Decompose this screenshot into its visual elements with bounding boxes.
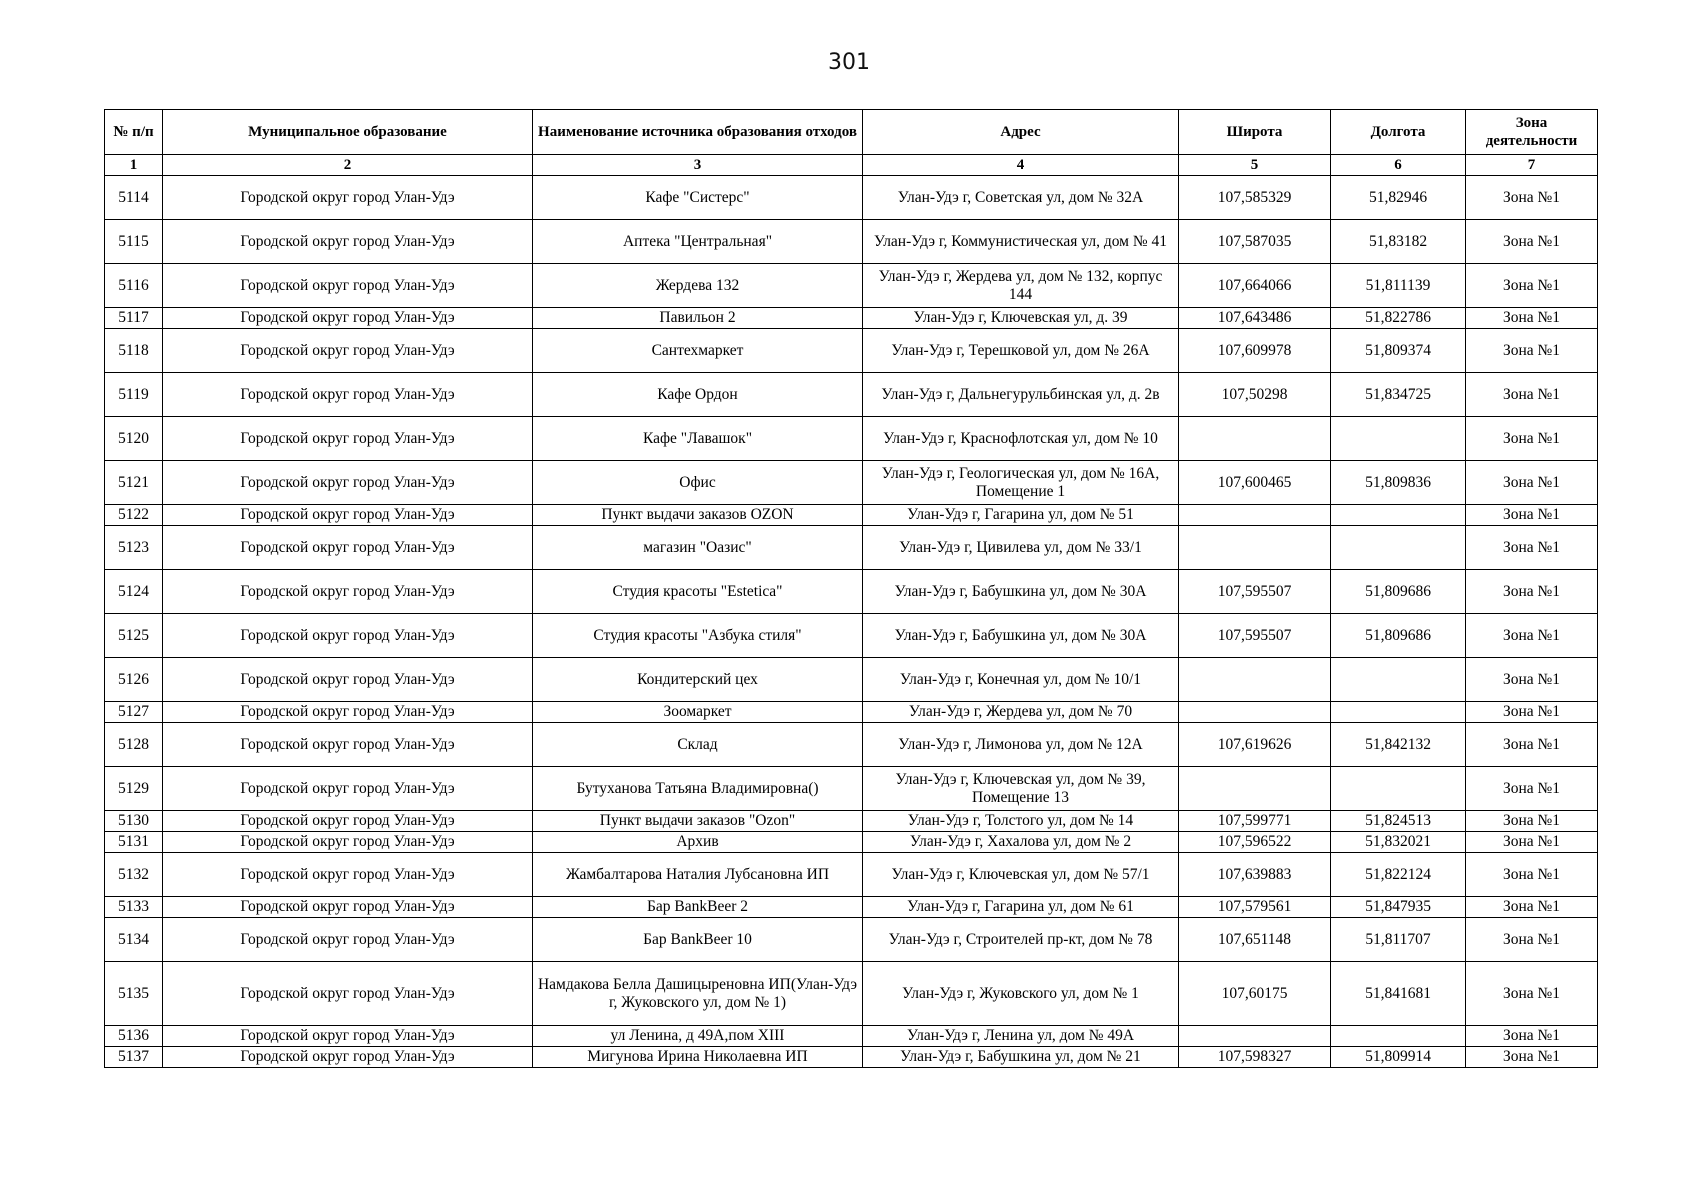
- longitude-cell: [1331, 1026, 1466, 1047]
- column-number: 1: [105, 155, 163, 176]
- latitude-cell: [1179, 767, 1331, 811]
- source-name-cell: Студия красоты "Estetica": [533, 570, 863, 614]
- municipality-cell: Городской округ город Улан-Удэ: [163, 220, 533, 264]
- longitude-cell: 51,82946: [1331, 176, 1466, 220]
- address-cell: Улан-Удэ г, Коммунистическая ул, дом № 41: [863, 220, 1179, 264]
- source-name-cell: Кафе Ордон: [533, 373, 863, 417]
- column-number: 6: [1331, 155, 1466, 176]
- longitude-cell: 51,811707: [1331, 918, 1466, 962]
- column-number: 4: [863, 155, 1179, 176]
- address-cell: Улан-Удэ г, Краснофлотская ул, дом № 10: [863, 417, 1179, 461]
- source-name-cell: Аптека "Центральная": [533, 220, 863, 264]
- row-number-cell: 5135: [105, 962, 163, 1026]
- page-number: 301: [828, 50, 870, 75]
- table-row: [105, 723, 1598, 767]
- longitude-cell: 51,809914: [1331, 1047, 1466, 1068]
- source-name-cell: Кафе "Систерс": [533, 176, 863, 220]
- row-number-cell: 5125: [105, 614, 163, 658]
- row-number-cell: 5123: [105, 526, 163, 570]
- zone-cell: Зона №1: [1466, 1026, 1598, 1047]
- latitude-cell: [1179, 526, 1331, 570]
- table-row: [105, 220, 1598, 264]
- latitude-cell: [1179, 1026, 1331, 1047]
- longitude-cell: 51,822124: [1331, 853, 1466, 897]
- source-name-cell: Жердева 132: [533, 264, 863, 308]
- source-name-cell: Кафе "Лавашок": [533, 417, 863, 461]
- table-row: [105, 767, 1598, 811]
- address-cell: Улан-Удэ г, Ленина ул, дом № 49А: [863, 1026, 1179, 1047]
- row-number-cell: 5114: [105, 176, 163, 220]
- row-number-cell: 5124: [105, 570, 163, 614]
- longitude-cell: 51,824513: [1331, 811, 1466, 832]
- source-name-cell: Бар BankBeer 10: [533, 918, 863, 962]
- zone-cell: Зона №1: [1466, 918, 1598, 962]
- municipality-cell: Городской округ город Улан-Удэ: [163, 308, 533, 329]
- row-number-cell: 5128: [105, 723, 163, 767]
- table-row: [105, 1047, 1598, 1068]
- table-row: [105, 1026, 1598, 1047]
- municipality-cell: Городской округ город Улан-Удэ: [163, 505, 533, 526]
- row-number-cell: 5133: [105, 897, 163, 918]
- zone-cell: Зона №1: [1466, 853, 1598, 897]
- municipality-cell: Городской округ город Улан-Удэ: [163, 570, 533, 614]
- zone-cell: Зона №1: [1466, 897, 1598, 918]
- longitude-cell: [1331, 417, 1466, 461]
- longitude-cell: 51,809836: [1331, 461, 1466, 505]
- zone-cell: Зона №1: [1466, 176, 1598, 220]
- municipality-cell: Городской округ город Улан-Удэ: [163, 461, 533, 505]
- row-number-cell: 5134: [105, 918, 163, 962]
- longitude-cell: 51,847935: [1331, 897, 1466, 918]
- row-number-cell: 5117: [105, 308, 163, 329]
- address-cell: Улан-Удэ г, Советская ул, дом № 32А: [863, 176, 1179, 220]
- longitude-cell: [1331, 505, 1466, 526]
- table-row: [105, 658, 1598, 702]
- zone-cell: Зона №1: [1466, 526, 1598, 570]
- zone-cell: Зона №1: [1466, 220, 1598, 264]
- address-cell: Улан-Удэ г, Конечная ул, дом № 10/1: [863, 658, 1179, 702]
- zone-cell: Зона №1: [1466, 264, 1598, 308]
- address-cell: Улан-Удэ г, Хахалова ул, дом № 2: [863, 832, 1179, 853]
- address-cell: Улан-Удэ г, Гагарина ул, дом № 51: [863, 505, 1179, 526]
- municipality-cell: Городской округ город Улан-Удэ: [163, 658, 533, 702]
- latitude-cell: 107,651148: [1179, 918, 1331, 962]
- table-row: [105, 962, 1598, 1026]
- zone-cell: Зона №1: [1466, 1047, 1598, 1068]
- longitude-cell: 51,834725: [1331, 373, 1466, 417]
- zone-cell: Зона №1: [1466, 962, 1598, 1026]
- zone-cell: Зона №1: [1466, 614, 1598, 658]
- zone-cell: Зона №1: [1466, 505, 1598, 526]
- municipality-cell: Городской округ город Улан-Удэ: [163, 1047, 533, 1068]
- latitude-cell: 107,664066: [1179, 264, 1331, 308]
- latitude-cell: 107,587035: [1179, 220, 1331, 264]
- source-name-cell: Офис: [533, 461, 863, 505]
- longitude-cell: 51,841681: [1331, 962, 1466, 1026]
- column-number: 5: [1179, 155, 1331, 176]
- address-cell: Улан-Удэ г, Ключевская ул, дом № 39, Помещение 13: [863, 767, 1179, 811]
- latitude-cell: 107,60175: [1179, 962, 1331, 1026]
- source-name-cell: Пункт выдачи заказов OZON: [533, 505, 863, 526]
- table-row: [105, 373, 1598, 417]
- longitude-cell: 51,832021: [1331, 832, 1466, 853]
- row-number-cell: 5121: [105, 461, 163, 505]
- zone-cell: Зона №1: [1466, 702, 1598, 723]
- row-number-cell: 5136: [105, 1026, 163, 1047]
- header-source-name: Наименование источника образования отходов: [533, 110, 863, 155]
- municipality-cell: Городской округ город Улан-Удэ: [163, 702, 533, 723]
- municipality-cell: Городской округ город Улан-Удэ: [163, 832, 533, 853]
- latitude-cell: [1179, 658, 1331, 702]
- source-name-cell: Намдакова Белла Дашицыреновна ИП(Улан-Удэ г, Жуковского ул, дом № 1): [533, 962, 863, 1026]
- address-cell: Улан-Удэ г, Жуковского ул, дом № 1: [863, 962, 1179, 1026]
- zone-cell: Зона №1: [1466, 767, 1598, 811]
- source-name-cell: ул Ленина, д 49А,пом XIII: [533, 1026, 863, 1047]
- address-cell: Улан-Удэ г, Геологическая ул, дом № 16А, Помещение 1: [863, 461, 1179, 505]
- latitude-cell: [1179, 417, 1331, 461]
- zone-cell: Зона №1: [1466, 373, 1598, 417]
- source-name-cell: Сантехмаркет: [533, 329, 863, 373]
- row-number-cell: 5131: [105, 832, 163, 853]
- latitude-cell: 107,585329: [1179, 176, 1331, 220]
- municipality-cell: Городской округ город Улан-Удэ: [163, 264, 533, 308]
- municipality-cell: Городской округ город Улан-Удэ: [163, 176, 533, 220]
- table-row: [105, 176, 1598, 220]
- header-zone: Зона деятельности: [1466, 110, 1598, 155]
- municipality-cell: Городской округ город Улан-Удэ: [163, 373, 533, 417]
- table-row: [105, 505, 1598, 526]
- row-number-cell: 5120: [105, 417, 163, 461]
- header-row: [105, 110, 1598, 155]
- zone-cell: Зона №1: [1466, 811, 1598, 832]
- address-cell: Улан-Удэ г, Цивилева ул, дом № 33/1: [863, 526, 1179, 570]
- longitude-cell: 51,809686: [1331, 614, 1466, 658]
- latitude-cell: 107,619626: [1179, 723, 1331, 767]
- latitude-cell: 107,639883: [1179, 853, 1331, 897]
- address-cell: Улан-Удэ г, Бабушкина ул, дом № 30А: [863, 570, 1179, 614]
- latitude-cell: 107,598327: [1179, 1047, 1331, 1068]
- longitude-cell: [1331, 702, 1466, 723]
- table-row: [105, 811, 1598, 832]
- row-number-cell: 5137: [105, 1047, 163, 1068]
- longitude-cell: 51,83182: [1331, 220, 1466, 264]
- address-cell: Улан-Удэ г, Ключевская ул, д. 39: [863, 308, 1179, 329]
- header-latitude: Широта: [1179, 110, 1331, 155]
- longitude-cell: [1331, 526, 1466, 570]
- address-cell: Улан-Удэ г, Дальнегурульбинская ул, д. 2в: [863, 373, 1179, 417]
- latitude-cell: 107,596522: [1179, 832, 1331, 853]
- table-row: [105, 461, 1598, 505]
- zone-cell: Зона №1: [1466, 308, 1598, 329]
- municipality-cell: Городской округ город Улан-Удэ: [163, 767, 533, 811]
- address-cell: Улан-Удэ г, Жердева ул, дом № 132, корпус 144: [863, 264, 1179, 308]
- row-number-cell: 5130: [105, 811, 163, 832]
- table-row: [105, 832, 1598, 853]
- row-number-cell: 5118: [105, 329, 163, 373]
- table-row: [105, 308, 1598, 329]
- longitude-cell: [1331, 658, 1466, 702]
- longitude-cell: 51,809374: [1331, 329, 1466, 373]
- address-cell: Улан-Удэ г, Бабушкина ул, дом № 30А: [863, 614, 1179, 658]
- row-number-cell: 5115: [105, 220, 163, 264]
- table-row: [105, 918, 1598, 962]
- column-number-row: [105, 155, 1598, 176]
- address-cell: Улан-Удэ г, Бабушкина ул, дом № 21: [863, 1047, 1179, 1068]
- row-number-cell: 5122: [105, 505, 163, 526]
- municipality-cell: Городской округ город Улан-Удэ: [163, 329, 533, 373]
- row-number-cell: 5126: [105, 658, 163, 702]
- latitude-cell: 107,609978: [1179, 329, 1331, 373]
- municipality-cell: Городской округ город Улан-Удэ: [163, 853, 533, 897]
- zone-cell: Зона №1: [1466, 417, 1598, 461]
- source-name-cell: Кондитерский цех: [533, 658, 863, 702]
- address-cell: Улан-Удэ г, Толстого ул, дом № 14: [863, 811, 1179, 832]
- municipality-cell: Городской округ город Улан-Удэ: [163, 526, 533, 570]
- zone-cell: Зона №1: [1466, 658, 1598, 702]
- municipality-cell: Городской округ город Улан-Удэ: [163, 723, 533, 767]
- column-number: 3: [533, 155, 863, 176]
- latitude-cell: [1179, 702, 1331, 723]
- longitude-cell: [1331, 767, 1466, 811]
- municipality-cell: Городской округ город Улан-Удэ: [163, 811, 533, 832]
- source-name-cell: Склад: [533, 723, 863, 767]
- latitude-cell: 107,599771: [1179, 811, 1331, 832]
- latitude-cell: 107,595507: [1179, 614, 1331, 658]
- column-number: 7: [1466, 155, 1598, 176]
- source-name-cell: Архив: [533, 832, 863, 853]
- municipality-cell: Городской округ город Улан-Удэ: [163, 918, 533, 962]
- source-name-cell: Мигунова Ирина Николаевна ИП: [533, 1047, 863, 1068]
- row-number-cell: 5119: [105, 373, 163, 417]
- longitude-cell: 51,809686: [1331, 570, 1466, 614]
- table-body: [105, 176, 1598, 1068]
- header-address: Адрес: [863, 110, 1179, 155]
- municipality-cell: Городской округ город Улан-Удэ: [163, 614, 533, 658]
- latitude-cell: 107,579561: [1179, 897, 1331, 918]
- municipality-cell: Городской округ город Улан-Удэ: [163, 962, 533, 1026]
- row-number-cell: 5129: [105, 767, 163, 811]
- zone-cell: Зона №1: [1466, 723, 1598, 767]
- address-cell: Улан-Удэ г, Гагарина ул, дом № 61: [863, 897, 1179, 918]
- column-number: 2: [163, 155, 533, 176]
- row-number-cell: 5116: [105, 264, 163, 308]
- table-row: [105, 853, 1598, 897]
- source-name-cell: Студия красоты "Азбука стиля": [533, 614, 863, 658]
- source-name-cell: магазин "Оазис": [533, 526, 863, 570]
- latitude-cell: 107,595507: [1179, 570, 1331, 614]
- table-row: [105, 526, 1598, 570]
- table-row: [105, 417, 1598, 461]
- longitude-cell: 51,842132: [1331, 723, 1466, 767]
- latitude-cell: 107,600465: [1179, 461, 1331, 505]
- source-name-cell: Зоомаркет: [533, 702, 863, 723]
- zone-cell: Зона №1: [1466, 832, 1598, 853]
- header-longitude: Долгота: [1331, 110, 1466, 155]
- latitude-cell: 107,643486: [1179, 308, 1331, 329]
- table-row: [105, 897, 1598, 918]
- source-name-cell: Пункт выдачи заказов "Ozon": [533, 811, 863, 832]
- source-name-cell: Бар BankBeer 2: [533, 897, 863, 918]
- table-row: [105, 329, 1598, 373]
- address-cell: Улан-Удэ г, Ключевская ул, дом № 57/1: [863, 853, 1179, 897]
- waste-sources-table: [104, 109, 1598, 1068]
- longitude-cell: 51,811139: [1331, 264, 1466, 308]
- header-number: № п/п: [105, 110, 163, 155]
- row-number-cell: 5132: [105, 853, 163, 897]
- municipality-cell: Городской округ город Улан-Удэ: [163, 897, 533, 918]
- municipality-cell: Городской округ город Улан-Удэ: [163, 417, 533, 461]
- address-cell: Улан-Удэ г, Жердева ул, дом № 70: [863, 702, 1179, 723]
- zone-cell: Зона №1: [1466, 329, 1598, 373]
- row-number-cell: 5127: [105, 702, 163, 723]
- table-row: [105, 264, 1598, 308]
- header-municipality: Муниципальное образование: [163, 110, 533, 155]
- table-row: [105, 614, 1598, 658]
- source-name-cell: Жамбалтарова Наталия Лубсановна ИП: [533, 853, 863, 897]
- table-row: [105, 570, 1598, 614]
- address-cell: Улан-Удэ г, Строителей пр-кт, дом № 78: [863, 918, 1179, 962]
- latitude-cell: 107,50298: [1179, 373, 1331, 417]
- source-name-cell: Бутуханова Татьяна Владимировна(): [533, 767, 863, 811]
- address-cell: Улан-Удэ г, Лимонова ул, дом № 12А: [863, 723, 1179, 767]
- source-name-cell: Павильон 2: [533, 308, 863, 329]
- address-cell: Улан-Удэ г, Терешковой ул, дом № 26А: [863, 329, 1179, 373]
- longitude-cell: 51,822786: [1331, 308, 1466, 329]
- table-row: [105, 702, 1598, 723]
- municipality-cell: Городской округ город Улан-Удэ: [163, 1026, 533, 1047]
- zone-cell: Зона №1: [1466, 461, 1598, 505]
- zone-cell: Зона №1: [1466, 570, 1598, 614]
- latitude-cell: [1179, 505, 1331, 526]
